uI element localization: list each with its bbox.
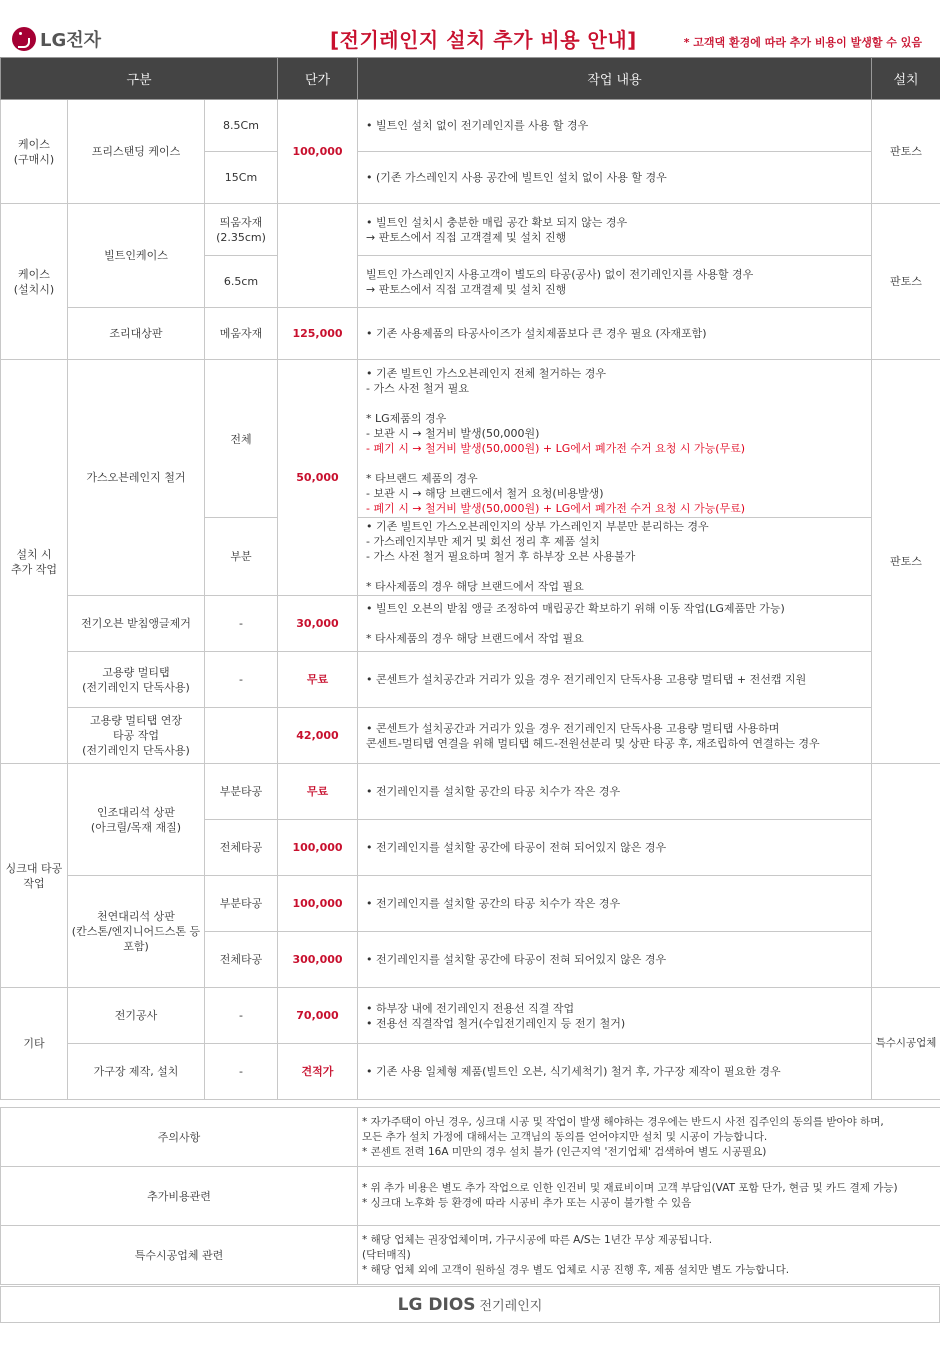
notice-text: * 고객댁 환경에 따라 추가 비용이 발생할 수 있음 — [683, 36, 922, 49]
price-100000: 100,000 — [278, 876, 358, 932]
group-case-buy: 케이스 (구매시) — [1, 100, 68, 204]
price-cell-merged — [278, 204, 358, 308]
item-counter: 조리대상판 — [68, 308, 205, 360]
spec-dash: - — [205, 988, 278, 1044]
installer-pantos: 판토스 — [872, 204, 940, 360]
table-row — [1, 204, 940, 256]
table-row — [1, 988, 940, 1044]
spec-dash — [205, 708, 278, 764]
desc-whole-1: • 기존 빌트인 가스오븐레인지 전체 철거하는 경우 - 가스 사전 철거 필요 * LG제품의 경우 - 보관 시 → 철거비 발생(50,000원) — [366, 367, 606, 440]
spec-whole: 전체 — [205, 360, 278, 518]
desc-part: • 기존 빌트인 가스오븐레인지의 상부 가스레인지 부분만 분리하는 경우 - 가스레인지부만 제거 및 회선 정리 후 제품 설치 - 가스 사전 철거 필요하며 철거 후 하부장 오븐 사용불가 * 타사제품의 경우 해당 브랜드에서 작업 필요 — [358, 518, 872, 596]
desc-whole — [358, 360, 872, 518]
desc-full: • 전기레인지를 설치할 공간에 타공이 전혀 되어있지 않은 경우 — [358, 820, 872, 876]
col-category: 구분 — [1, 58, 278, 100]
spec-dash: - — [205, 1044, 278, 1100]
desc-spacer: • 빌트인 설치시 충분한 매립 공간 확보 되지 않는 경우 → 판토스에서 직접 고객결제 및 설치 진행 — [358, 204, 872, 256]
table-row — [1, 100, 940, 152]
price-30000: 30,000 — [278, 596, 358, 652]
item-electric: 전기공사 — [68, 988, 205, 1044]
table-row — [1, 360, 940, 518]
item-artificial: 인조대리석 상판 (아크릴/목재 재질) — [68, 764, 205, 876]
price-100000: 100,000 — [278, 100, 358, 204]
note-label: 특수시공업체 관련 — [1, 1226, 358, 1285]
desc-15: • (기존 가스레인지 사용 공간에 빌트인 설치 없이 사용 할 경우 — [358, 152, 872, 204]
installer-special: 특수시공업체 — [872, 988, 940, 1100]
note-label: 주의사항 — [1, 1108, 358, 1167]
price-free: 무료 — [278, 652, 358, 708]
spec-partial: 부분타공 — [205, 876, 278, 932]
desc-whole-2: * 타브랜드 제품의 경우 - 보관 시 → 해당 브랜드에서 철거 요청(비용발생) — [366, 472, 604, 500]
installer-pantos: 판토스 — [872, 360, 940, 764]
installer-pantos: 판토스 — [872, 100, 940, 204]
lg-logo-icon — [12, 27, 36, 51]
spec-fill: 메움자재 — [205, 308, 278, 360]
price-300000: 300,000 — [278, 932, 358, 988]
table-row — [1, 596, 940, 652]
price-125000: 125,000 — [278, 308, 358, 360]
desc-whole-red2: - 폐기 시 → 철거비 발생(50,000원) + LG에서 폐가전 수거 요청 시 가능(무료) — [366, 502, 746, 515]
table-row — [1, 1044, 940, 1100]
header — [0, 0, 940, 57]
item-multitap-ext: 고용량 멀티탭 연장 타공 작업 (전기레인지 단독사용) — [68, 708, 205, 764]
price-50000: 50,000 — [278, 360, 358, 596]
note-text: * 자가주택이 아닌 경우, 싱크대 시공 및 작업이 발생 해야하는 경우에는 반드시 사전 집주인의 동의를 받아야 하며, 모든 추가 설치 가정에 대해서는 고객님의 동의를 얻어야지만 설치 및 시공이 가능합니다. * 콘센트 전력 16A 미만의 경우 설치 불가 (인근지역 '전기업체' 검색하여 별도 시공필요) — [358, 1108, 940, 1167]
desc-multitap-ext: • 콘센트가 설치공간과 거리가 있을 경우 전기레인지 단독사용 고용량 멀티탭 사용하며 콘센트-멀티탭 연결을 위해 멀티탭 헤드-전원선분리 및 상판 타공 후, 재조립하여 연결하는 경우 — [358, 708, 872, 764]
note-label: 추가비용관련 — [1, 1167, 358, 1226]
price-free: 무료 — [278, 764, 358, 820]
note-row — [1, 1226, 940, 1285]
spec-dash: - — [205, 652, 278, 708]
cost-table — [0, 57, 940, 1100]
spec-full: 전체타공 — [205, 820, 278, 876]
group-extra-work: 설치 시 추가 작업 — [1, 360, 68, 764]
spec-dash: - — [205, 596, 278, 652]
logo-text: LG전자 — [40, 30, 102, 51]
item-multitap: 고용량 멀티탭 (전기레인지 단독사용) — [68, 652, 205, 708]
footer — [0, 1286, 940, 1323]
price-70000: 70,000 — [278, 988, 358, 1044]
col-work: 작업 내용 — [358, 58, 872, 100]
table-row — [1, 652, 940, 708]
table-row — [1, 764, 940, 820]
table-header — [1, 58, 940, 100]
spec-part: 부분 — [205, 518, 278, 596]
desc-partial: • 전기레인지를 설치할 공간의 타공 치수가 작은 경우 — [358, 764, 872, 820]
item-gas-oven: 가스오븐레인지 철거 — [68, 360, 205, 596]
table-row — [1, 876, 940, 932]
spec-spacer: 띄움자재 (2.35cm) — [205, 204, 278, 256]
desc-counter: • 기존 사용제품의 타공사이즈가 설치제품보다 큰 경우 필요 (자재포함) — [358, 308, 872, 360]
page-title: [전기레인지 설치 추가 비용 안내] — [330, 28, 637, 52]
desc-furniture: • 기존 사용 일체형 제품(빌트인 오븐, 식기세척기) 철거 후, 가구장 제작이 필요한 경우 — [358, 1044, 872, 1100]
item-freestanding: 프리스탠딩 케이스 — [68, 100, 205, 204]
item-furniture: 가구장 제작, 설치 — [68, 1044, 205, 1100]
desc-angle: • 빌트인 오븐의 받침 앵글 조정하여 매립공간 확보하기 위해 이동 작업(LG제품만 가능) * 타사제품의 경우 해당 브랜드에서 작업 필요 — [358, 596, 872, 652]
price-100000: 100,000 — [278, 820, 358, 876]
spec-65: 6.5cm — [205, 256, 278, 308]
table-row — [1, 308, 940, 360]
group-case-install: 케이스 (설치시) — [1, 204, 68, 360]
desc-85: • 빌트인 설치 없이 전기레인지를 사용 할 경우 — [358, 100, 872, 152]
price-estimate: 견적가 — [278, 1044, 358, 1100]
spec-full: 전체타공 — [205, 932, 278, 988]
col-price: 단가 — [278, 58, 358, 100]
desc-partial: • 전기레인지를 설치할 공간의 타공 치수가 작은 경우 — [358, 876, 872, 932]
desc-whole-red1: - 폐기 시 → 철거비 발생(50,000원) + LG에서 폐가전 수거 요청 시 가능(무료) — [366, 442, 746, 455]
group-etc: 기타 — [1, 988, 68, 1100]
item-natural: 천연대리석 상판 (칸스톤/엔지니어드스톤 등 포함) — [68, 876, 205, 988]
note-text: * 위 추가 비용은 별도 추가 작업으로 인한 인건비 및 재료비이며 고객 부담임(VAT 포함 단가, 현금 및 카드 결제 가능) * 싱크대 노후화 등 환경에 따라 시공비 추가 또는 시공이 불가할 수 있음 — [358, 1167, 940, 1226]
footer-product: 전기레인지 — [479, 1299, 543, 1314]
col-install: 설치 — [872, 58, 940, 100]
note-row — [1, 1167, 940, 1226]
item-builtin-case: 빌트인케이스 — [68, 204, 205, 308]
spec-85: 8.5Cm — [205, 100, 278, 152]
desc-65: 빌트인 가스레인지 사용고객이 별도의 타공(공사) 없이 전기레인지를 사용할 경우 → 판토스에서 직접 고객결제 및 설치 진행 — [358, 256, 872, 308]
group-sink-work: 싱크대 타공 작업 — [1, 764, 68, 988]
desc-electric: • 하부장 내에 전기레인지 전용선 직결 작업 • 전용선 직결작업 철거(수입전기레인지 등 전기 철거) — [358, 988, 872, 1044]
price-42000: 42,000 — [278, 708, 358, 764]
lg-logo — [12, 26, 101, 52]
footer-brand: LG DIOS — [397, 1294, 476, 1315]
installer-empty — [872, 764, 940, 988]
desc-full: • 전기레인지를 설치할 공간에 타공이 전혀 되어있지 않은 경우 — [358, 932, 872, 988]
item-oven-angle: 전기오븐 받침앵글제거 — [68, 596, 205, 652]
note-text: * 해당 업체는 권장업체이며, 가구시공에 따른 A/S는 1년간 무상 제공됩니다. (닥터매직) * 해당 업체 외에 고객이 원하실 경우 별도 업체로 시공 진행 후, 제품 설치만 별도 가능합니다. — [358, 1226, 940, 1285]
table-row — [1, 708, 940, 764]
notes-table — [0, 1107, 940, 1285]
spec-15: 15Cm — [205, 152, 278, 204]
note-row — [1, 1108, 940, 1167]
desc-multitap: • 콘센트가 설치공간과 거리가 있을 경우 전기레인지 단독사용 고용량 멀티탭 + 전선캡 지원 — [358, 652, 872, 708]
spec-partial: 부분타공 — [205, 764, 278, 820]
